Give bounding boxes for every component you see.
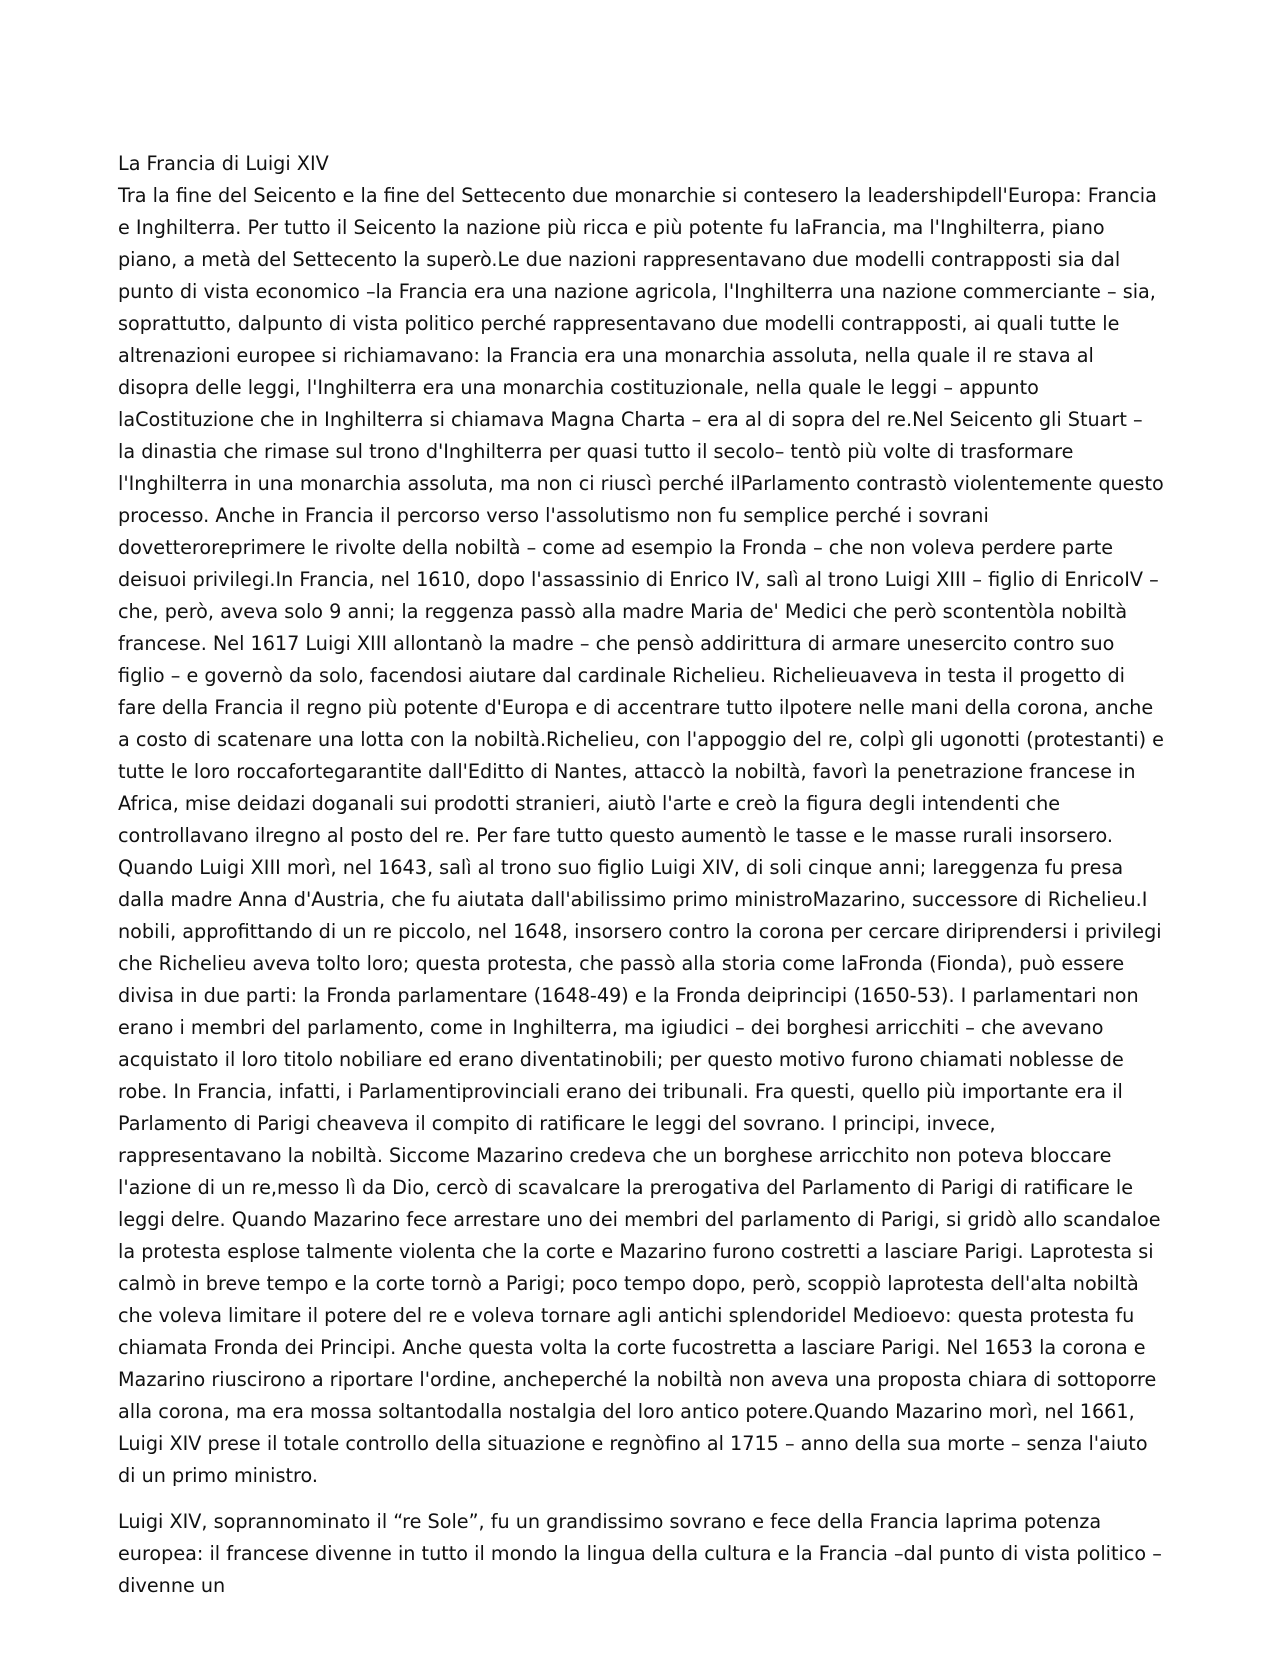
document-title: La Francia di Luigi XIV bbox=[118, 152, 329, 175]
paragraph-2: Luigi XIV, soprannominato il “re Sole”, fu un grandissimo sovrano e fece della Francia laprima potenza europea: il francese divenne in tutto il mondo la lingua della cultura e la Francia –dal punto di vista politico – divenne un bbox=[118, 1510, 1162, 1597]
document-body bbox=[118, 148, 1164, 1602]
paragraph-1: Tra la fine del Seicento e la fine del Settecento due monarchie si contesero la leadershipdell'Europa: Francia e Inghilterra. Per tutto il Seicento la nazione più ricca e più potente fu laFrancia, ma l'Inghilterra, piano piano, a metà del Settecento la superò.Le due nazioni rappresentavano due modelli contrapposti sia dal punto di vista economico –la Francia era una nazione agricola, l'Inghilterra una nazione commerciante – sia, soprattutto, dalpunto di vista politico perché rappresentavano due modelli contrapposti, ai quali tutte le altrenazioni europee si richiamavano: la Francia era una monarchia assoluta, nella quale il re stava al disopra delle leggi, l'Inghilterra era una monarchia costituzionale, nella quale le leggi – appunto laCostituzione che in Inghilterra si chiamava Magna Charta – era al di sopra del re.Nel Seicento gli Stuart – la dinastia che rimase sul trono d'Inghilterra per quasi tutto il secolo– tentò più volte di trasformare l'Inghilterra in una monarchia assoluta, ma non ci riuscì perché ilParlamento contrastò violentemente questo processo. Anche in Francia il percorso verso l'assolutismo non fu semplice perché i sovrani dovetteroreprimere le rivolte della nobiltà – come ad esempio la Fronda – che non voleva perdere parte deisuoi privilegi.In Francia, nel 1610, dopo l'assassinio di Enrico IV, salì al trono Luigi XIII – figlio di EnricoIV – che, però, aveva solo 9 anni; la reggenza passò alla madre Maria de' Medici che però scontentòla nobiltà francese. Nel 1617 Luigi XIII allontanò la madre – che pensò addirittura di armare unesercito contro suo figlio – e governò da solo, facendosi aiutare dal cardinale Richelieu. Richelieuaveva in testa il progetto di fare della Francia il regno più potente d'Europa e di accentrare tutto ilpotere nelle mani della corona, anche a costo di scatenare una lotta con la nobiltà.Richelieu, con l'appoggio del re, colpì gli ugonotti (protestanti) e tutte le loro roccafortegarantite dall'Editto di Nantes, attaccò la nobiltà, favorì la penetrazione francese in Africa, mise deidazi doganali sui prodotti stranieri, aiutò l'arte e creò la figura degli intendenti che controllavano ilregno al posto del re. Per fare tutto questo aumentò le tasse e le masse rurali insorsero. Quando Luigi XIII morì, nel 1643, salì al trono suo figlio Luigi XIV, di soli cinque anni; lareggenza fu presa dalla madre Anna d'Austria, che fu aiutata dall'abilissimo primo ministroMazarino, successore di Richelieu.I nobili, approfittando di un re piccolo, nel 1648, insorsero contro la corona per cercare diriprendersi i privilegi che Richelieu aveva tolto loro; questa protesta, che passò alla storia come laFronda (Fionda), può essere divisa in due parti: la Fronda parlamentare (1648-49) e la Fronda deiprincipi (1650-53). I parlamentari non erano i membri del parlamento, come in Inghilterra, ma igiudici – dei borghesi arricchiti – che avevano acquistato il loro titolo nobiliare ed erano diventatinobili; per questo motivo furono chiamati noblesse de robe. In Francia, infatti, i Parlamentiprovinciali erano dei tribunali. Fra questi, quello più importante era il Parlamento di Parigi cheaveva il compito di ratificare le leggi del sovrano. I principi, invece, rappresentavano la nobiltà. Siccome Mazarino credeva che un borghese arricchito non poteva bloccare l'azione di un re,messo lì da Dio, cercò di scavalcare la prerogativa del Parlamento di Parigi di ratificare le leggi delre. Quando Mazarino fece arrestare uno dei membri del parlamento di Parigi, si gridò allo scandaloe la protesta esplose talmente violenta che la corte e Mazarino furono costretti a lasciare Parigi. Laprotesta si calmò in breve tempo e la corte tornò a Parigi; poco tempo dopo, però, scoppiò laprotesta dell'alta nobiltà che voleva limitare il potere del re e voleva tornare agli antichi splendoridel Medioevo: questa protesta fu chiamata Fronda dei Principi. Anche questa volta la corte fucostretta a lasciare Parigi. Nel 1653 la corona e Mazarino riuscirono a riportare l'ordine, ancheperché la nobiltà non aveva una proposta chiara di sottoporre alla corona, ma era mossa soltantodalla nostalgia del loro antico potere.Quando Mazarino morì, nel 1661, Luigi XIV prese il totale controllo della situazione e regnòfino al 1715 – anno della sua morte – senza l'aiuto di un primo ministro. bbox=[118, 184, 1164, 1487]
